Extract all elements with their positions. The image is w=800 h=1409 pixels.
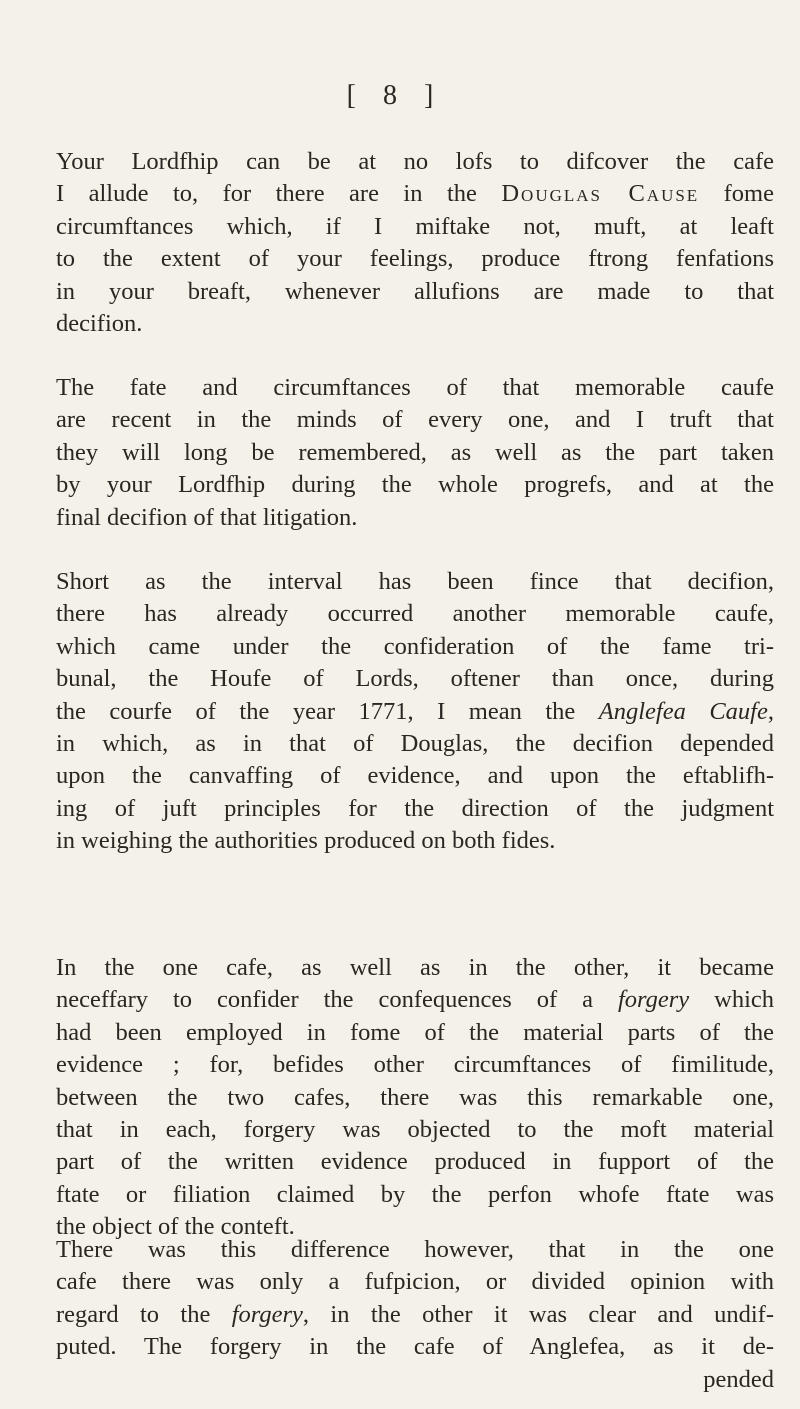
text-line: There was this difference however, that in the one bbox=[56, 1236, 774, 1263]
text-line: pended bbox=[703, 1365, 774, 1393]
text-line: had been employed in fome of the material parts of the bbox=[56, 1018, 774, 1046]
italic-text: forgery bbox=[617, 986, 690, 1014]
text-line: to the extent of your feelings, produce ftrong fenfations bbox=[56, 245, 774, 273]
text-segment: , in the other it was clear and undif- bbox=[302, 1300, 774, 1328]
text-line: Your Lordfhip can be at no lofs to difcover the cafe bbox=[56, 148, 774, 175]
text-segment: neceffary to confider the confequences of a bbox=[56, 986, 618, 1014]
text-segment: regard to the bbox=[56, 1300, 232, 1328]
text-line: which came under the confideration of the fame tri- bbox=[56, 632, 774, 660]
paragraph bbox=[56, 372, 774, 534]
text-line: puted. The forgery in the cafe of Anglefea, as it de- bbox=[56, 1333, 774, 1361]
paragraph bbox=[56, 566, 774, 858]
text-segment: which bbox=[689, 986, 775, 1014]
italic-text: forgery bbox=[231, 1300, 303, 1328]
paragraph bbox=[56, 146, 774, 340]
text-line: the object of the conteft. bbox=[56, 1213, 295, 1241]
page-number: [ 8 ] bbox=[346, 80, 444, 111]
text-line: In the one cafe, as well as in the other, it became bbox=[56, 954, 774, 981]
text-line: they will long be remembered, as well as the part taken bbox=[56, 438, 774, 466]
text-segment: the courfe of the year 1771, I mean the bbox=[56, 697, 599, 725]
text-line: in weighing the authorities produced on both fides. bbox=[56, 827, 556, 855]
text-line: bunal, the Houfe of Lords, oftener than once, during bbox=[56, 665, 774, 693]
text-line: The fate and circumftances of that memorable caufe bbox=[56, 374, 774, 401]
text-line bbox=[56, 984, 774, 1016]
text-line: part of the written evidence produced in fupport of the bbox=[56, 1148, 774, 1176]
text-line bbox=[56, 696, 774, 728]
text-line bbox=[56, 178, 774, 210]
text-line: evidence ; for, befides other circumftances of fimilitude, bbox=[56, 1051, 774, 1079]
text-line: in which, as in that of Douglas, the decifion depended bbox=[56, 729, 774, 757]
text-segment: fome bbox=[699, 180, 774, 208]
text-segment: I allude to, for there are in the bbox=[56, 180, 502, 208]
small-caps-text: Douglas Cause bbox=[501, 180, 700, 208]
text-line: between the two cafes, there was this remarkable one, bbox=[56, 1083, 774, 1111]
text-line: Short as the interval has been fince that decifion, bbox=[56, 568, 774, 595]
text-line: final decifion of that litigation. bbox=[56, 503, 358, 531]
text-line: cafe there was only a fufpicion, or divided opinion with bbox=[56, 1268, 774, 1296]
text-line: ftate or filiation claimed by the perfon whofe ftate was bbox=[56, 1180, 774, 1208]
text-line bbox=[56, 1299, 774, 1331]
paragraph bbox=[56, 952, 774, 1244]
text-line: ing of juft principles for the direction of the judgment bbox=[56, 794, 774, 822]
text-line: there has already occurred another memorable caufe, bbox=[56, 600, 774, 628]
paragraph bbox=[56, 1234, 774, 1396]
text-line: circumftances which, if I miftake not, muft, at leaft bbox=[56, 212, 774, 240]
text-line: that in each, forgery was objected to the moft material bbox=[56, 1115, 774, 1143]
text-line: decifion. bbox=[56, 309, 143, 337]
text-line: upon the canvaffing of evidence, and upon the eftablifh- bbox=[56, 762, 774, 790]
text-line: are recent in the minds of every one, and I truft that bbox=[56, 406, 774, 434]
text-line: by your Lordfhip during the whole progrefs, and at the bbox=[56, 471, 774, 499]
italic-text: Anglefea Caufe bbox=[598, 697, 768, 725]
text-line: in your breaft, whenever allufions are made to that bbox=[56, 277, 774, 305]
text-segment: , bbox=[767, 697, 774, 725]
